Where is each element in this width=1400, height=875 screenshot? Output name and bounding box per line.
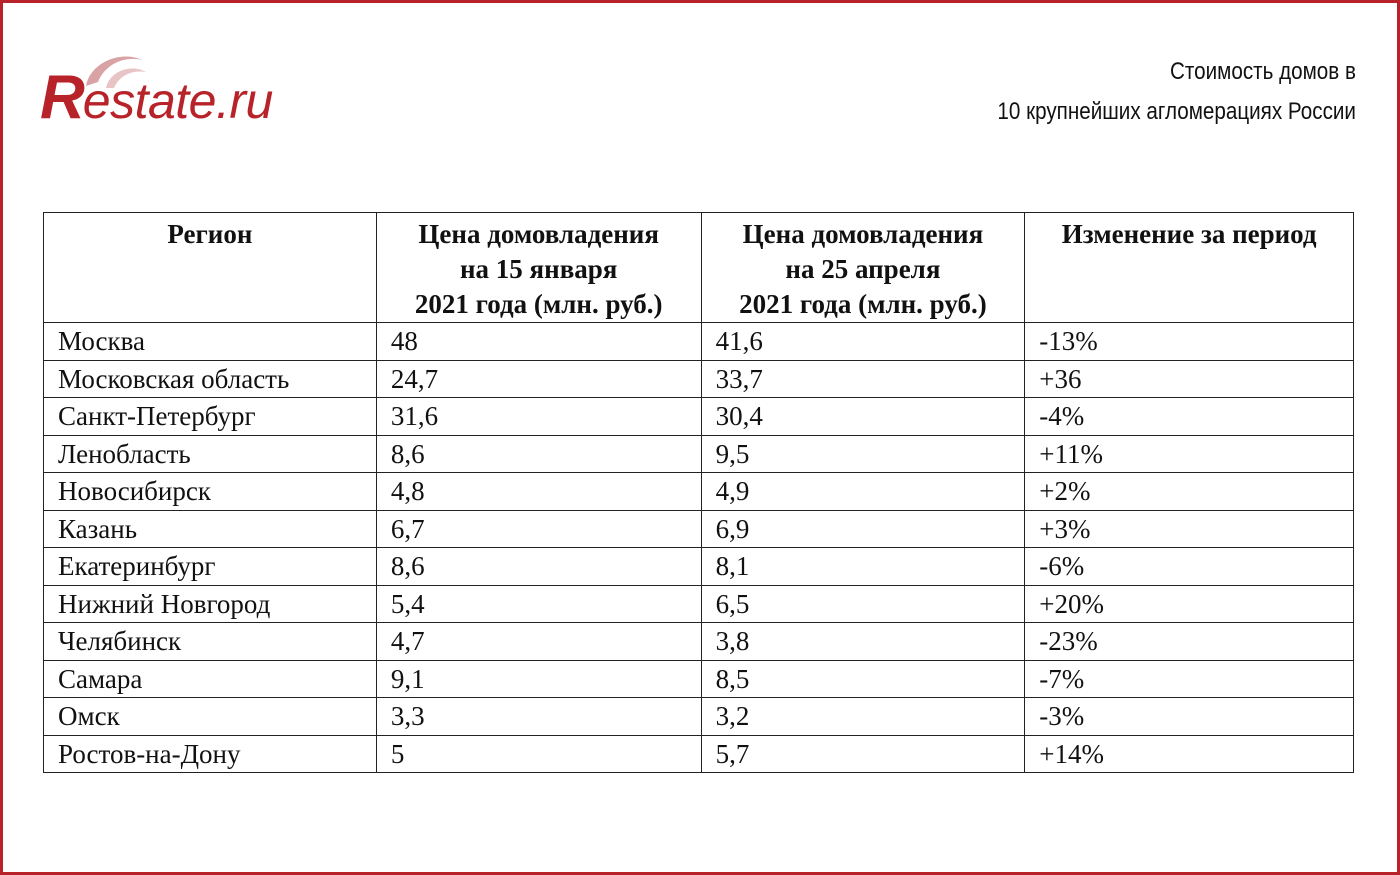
cell-price-apr: 33,7	[701, 360, 1025, 398]
house-prices-table	[43, 212, 1354, 773]
cell-price-apr: 3,8	[701, 623, 1025, 661]
cell-change: +3%	[1025, 510, 1354, 548]
logo-rest: estate.ru	[82, 73, 273, 129]
cell-change: +2%	[1025, 473, 1354, 511]
cell-region: Нижний Новгород	[44, 585, 377, 623]
cell-price-jan: 5,4	[376, 585, 701, 623]
cell-region: Санкт-Петербург	[44, 398, 377, 436]
cell-price-apr: 41,6	[701, 323, 1025, 361]
cell-region: Ростов-на-Дону	[44, 735, 377, 773]
header-line: Изменение за период	[1061, 219, 1317, 249]
header-line: Регион	[167, 219, 253, 249]
header-line: на 25 апреля	[785, 254, 941, 284]
cell-change: -7%	[1025, 660, 1354, 698]
table-row	[44, 585, 1354, 623]
page-title-line-2: 10 крупнейших агломерациях России	[997, 98, 1356, 125]
header-line: 2021 года (млн. руб.)	[414, 289, 663, 319]
cell-region: Москва	[44, 323, 377, 361]
table-row	[44, 435, 1354, 473]
cell-price-apr: 8,1	[701, 548, 1025, 586]
logo-text	[40, 62, 273, 133]
cell-region: Казань	[44, 510, 377, 548]
cell-price-apr: 5,7	[701, 735, 1025, 773]
header-line: 2021 года (млн. руб.)	[739, 289, 987, 319]
header-price-apr	[701, 213, 1025, 323]
cell-change: -23%	[1025, 623, 1354, 661]
cell-price-apr: 9,5	[701, 435, 1025, 473]
table-row	[44, 323, 1354, 361]
page-title	[997, 52, 1356, 132]
cell-change: -3%	[1025, 698, 1354, 736]
cell-change: +36	[1025, 360, 1354, 398]
table-row	[44, 360, 1354, 398]
cell-price-jan: 8,6	[376, 435, 701, 473]
table-row	[44, 398, 1354, 436]
table-header-row	[44, 213, 1354, 323]
header-price-jan	[376, 213, 701, 323]
header-change	[1025, 213, 1354, 323]
table-row	[44, 473, 1354, 511]
header-line: Цена домовладения	[418, 219, 659, 249]
cell-price-jan: 8,6	[376, 548, 701, 586]
table-row	[44, 510, 1354, 548]
cell-price-apr: 6,9	[701, 510, 1025, 548]
cell-change: +20%	[1025, 585, 1354, 623]
table-row	[44, 660, 1354, 698]
table-body	[44, 323, 1354, 773]
cell-region: Екатеринбург	[44, 548, 377, 586]
cell-price-jan: 9,1	[376, 660, 701, 698]
cell-price-jan: 24,7	[376, 360, 701, 398]
logo-initial: R	[40, 63, 83, 132]
cell-price-jan: 3,3	[376, 698, 701, 736]
cell-price-apr: 6,5	[701, 585, 1025, 623]
cell-price-jan: 48	[376, 323, 701, 361]
cell-change: -4%	[1025, 398, 1354, 436]
cell-change: +14%	[1025, 735, 1354, 773]
cell-region: Московская область	[44, 360, 377, 398]
header-region	[44, 213, 377, 323]
cell-region: Омск	[44, 698, 377, 736]
cell-price-apr: 8,5	[701, 660, 1025, 698]
cell-price-jan: 6,7	[376, 510, 701, 548]
cell-price-jan: 4,7	[376, 623, 701, 661]
table-row	[44, 698, 1354, 736]
cell-price-apr: 3,2	[701, 698, 1025, 736]
cell-region: Ленобласть	[44, 435, 377, 473]
cell-price-jan: 5	[376, 735, 701, 773]
cell-price-jan: 4,8	[376, 473, 701, 511]
page-title-line-1: Стоимость домов в	[1170, 58, 1356, 85]
header-line: Цена домовладения	[742, 219, 984, 249]
table-row	[44, 623, 1354, 661]
cell-change: +11%	[1025, 435, 1354, 473]
cell-price-apr: 30,4	[701, 398, 1025, 436]
cell-region: Самара	[44, 660, 377, 698]
cell-region: Челябинск	[44, 623, 377, 661]
cell-price-apr: 4,9	[701, 473, 1025, 511]
table-row	[44, 548, 1354, 586]
table-row	[44, 735, 1354, 773]
table-header	[44, 213, 1354, 323]
cell-price-jan: 31,6	[376, 398, 701, 436]
cell-change: -6%	[1025, 548, 1354, 586]
cell-region: Новосибирск	[44, 473, 377, 511]
restate-logo[interactable]	[40, 48, 300, 138]
header-line: на 15 января	[459, 254, 618, 284]
cell-change: -13%	[1025, 323, 1354, 361]
